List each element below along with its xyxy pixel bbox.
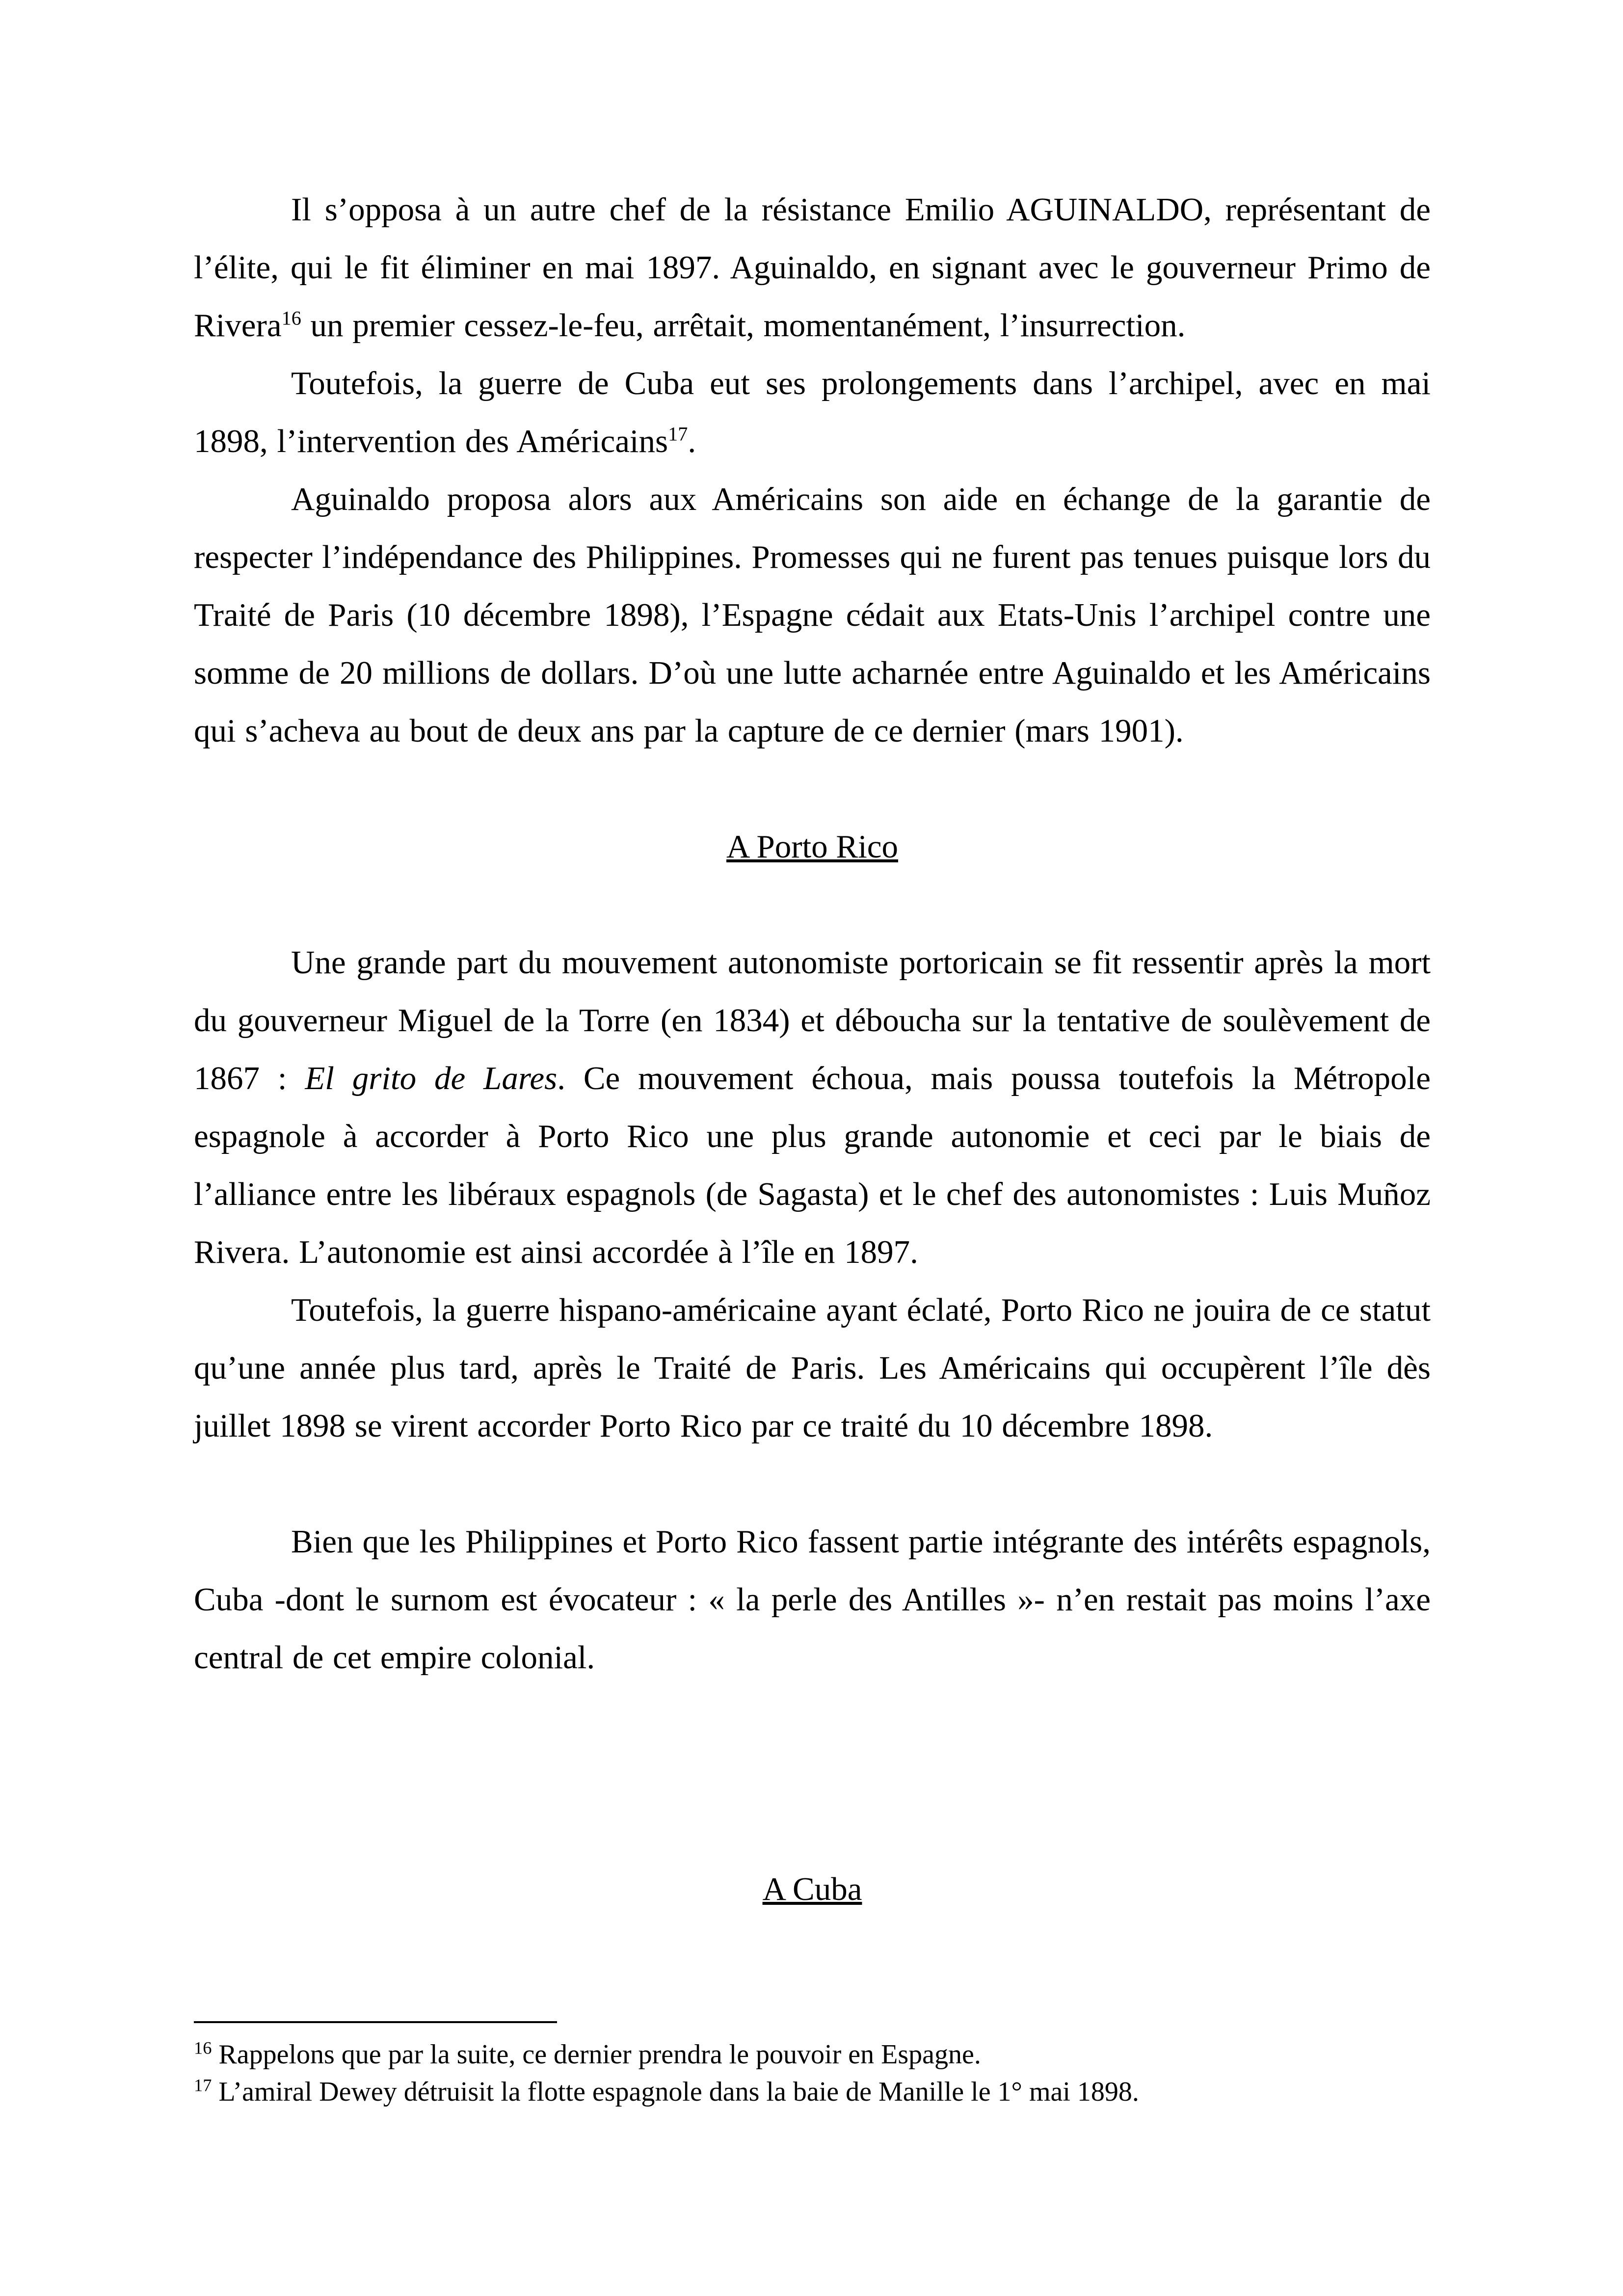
paragraph-el-grito-italic: El grito de Lares <box>305 1060 558 1096</box>
paragraph-traite-paris <box>194 470 1431 760</box>
paragraph-mouvement-autonomiste-text-cont: . Ce mouvement échoua, mais poussa toutefois la Métropole espagnole à accorder à Porto Rico une plus grande autonomie et ceci par le biais de l’alliance entre les libéraux espagnols (de Sagasta) et le chef des autonomistes : Luis Muñoz Rivera. L’autonomie est ainsi accordée à l’île en 1897. <box>194 1060 1431 1270</box>
paragraph-aguinaldo <box>194 181 1431 354</box>
paragraph-mouvement-autonomiste-text: Une grande part du mouvement autonomiste portoricain se fit ressentir après la mort du gouverneur Miguel de la Torre (en 1834) et déboucha sur la tentative de soulèvement de 1867 : <box>194 944 1431 1096</box>
footnote-separator-rule <box>194 2021 557 2023</box>
paragraph-guerre-hispano <box>194 1281 1431 1455</box>
paragraph-guerre-hispano-text: Toutefois, la guerre hispano-américaine ayant éclaté, Porto Rico ne jouira de ce statut qu’une année plus tard, après le Traité de Paris. Les Américains qui occupèrent l’île dès juillet 1898 se virent accorder Porto Rico par ce traité du 10 décembre 1898. <box>194 1292 1431 1444</box>
heading-porto-rico-text: A Porto Rico <box>726 828 898 865</box>
footnote-ref-16: 16 <box>281 307 301 329</box>
footnote-16-marker: 16 <box>194 2038 212 2058</box>
paragraph-guerre-cuba <box>194 354 1431 470</box>
heading-cuba <box>194 1860 1431 1918</box>
paragraph-aguinaldo-text-cont: un premier cessez-le-feu, arrêtait, momentanément, l’insurrection. <box>301 307 1186 344</box>
footnote-16-text: Rappelons que par la suite, ce dernier prendra le pouvoir en Espagne. <box>212 2039 981 2070</box>
paragraph-guerre-cuba-text-cont: . <box>688 423 696 459</box>
footnote-17-text: L’amiral Dewey détruisit la flotte espagnole dans la baie de Manille le 1° mai 1898. <box>212 2077 1139 2107</box>
heading-cuba-text: A Cuba <box>762 1871 862 1907</box>
document-body <box>194 181 1431 1976</box>
paragraph-traite-paris-text: Aguinaldo proposa alors aux Américains son aide en échange de la garantie de respecter l’indépendance des Philippines. Promesses qui ne furent pas tenues puisque lors du Traité de Paris (10 décembre 1898), l’Espagne cédait aux Etats-Unis l’archipel contre une somme de 20 millions de dollars. D’où une lutte acharnée entre Aguinaldo et les Américains qui s’acheva au bout de deux ans par la capture de ce dernier (mars 1901). <box>194 481 1431 749</box>
footnote-ref-17: 17 <box>668 423 688 445</box>
footnote-17-marker: 17 <box>194 2075 212 2095</box>
footnote-17 <box>194 2073 1431 2110</box>
paragraph-guerre-cuba-text: Toutefois, la guerre de Cuba eut ses prolongements dans l’archipel, avec en mai 1898, l’intervention des Américains <box>194 365 1431 459</box>
paragraph-mouvement-autonomiste <box>194 934 1431 1281</box>
footnote-section <box>194 2021 1431 2110</box>
paragraph-perle-antilles <box>194 1513 1431 1686</box>
heading-porto-rico <box>194 818 1431 876</box>
paragraph-aguinaldo-text: Il s’opposa à un autre chef de la résistance Emilio AGUINALDO, représentant de l’élite, qui le fit éliminer en mai 1897. Aguinaldo, en signant avec le gouverneur Primo de Rivera <box>194 191 1431 344</box>
footnote-16 <box>194 2036 1431 2073</box>
paragraph-perle-antilles-text: Bien que les Philippines et Porto Rico fassent partie intégrante des intérêts espagnols, Cuba -dont le surnom est évocateur : « la perle des Antilles »- n’en restait pas moins l’axe central de cet empire colonial. <box>194 1523 1431 1676</box>
